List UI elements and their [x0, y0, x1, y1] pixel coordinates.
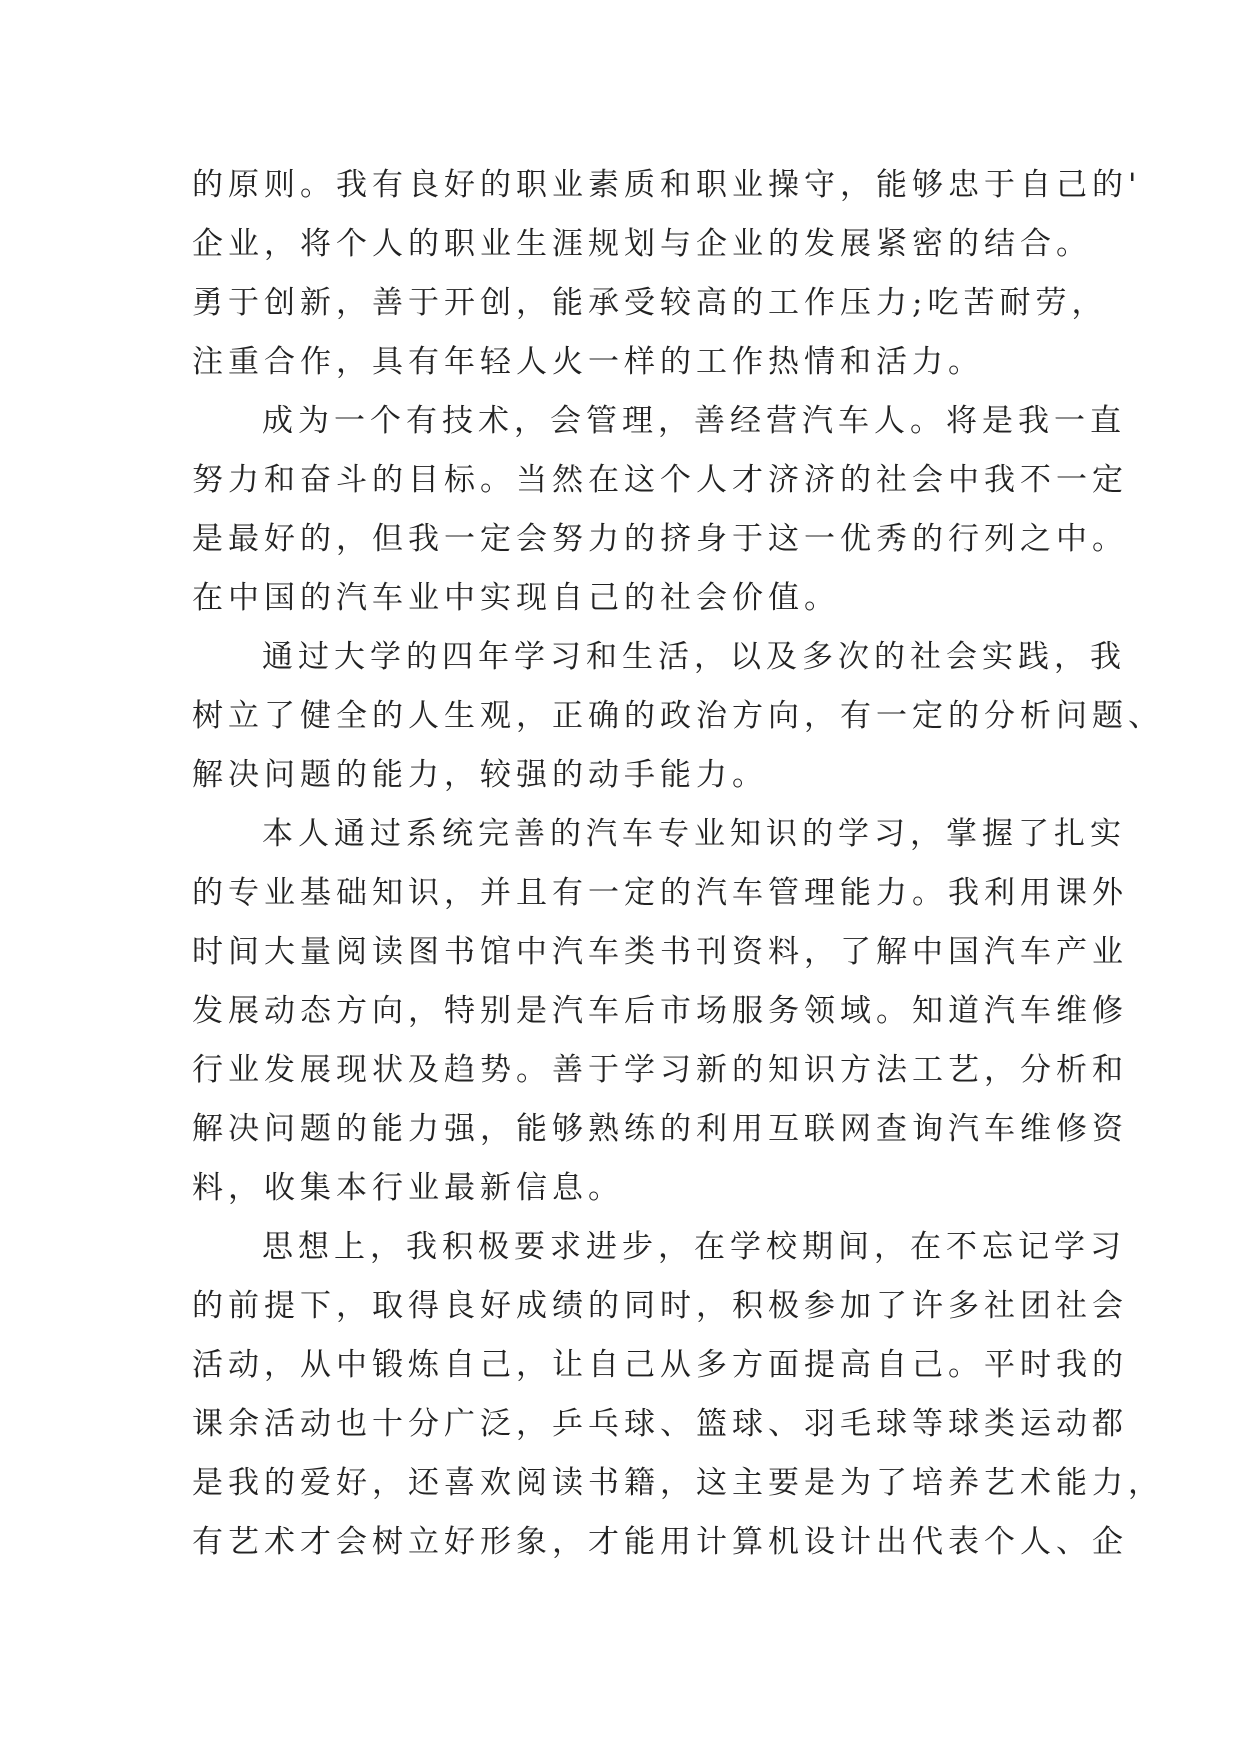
text-line: 努力和奋斗的目标。当然在这个人才济济的社会中我不一定: [192, 462, 1128, 498]
text-line: 课余活动也十分广泛，乒乓球、篮球、羽毛球等球类运动都: [192, 1406, 1128, 1442]
text-line: 料，收集本行业最新信息。: [192, 1170, 624, 1206]
text-line: 注重合作，具有年轻人火一样的工作热情和活力。: [192, 344, 984, 380]
text-line: 是我的爱好，还喜欢阅读书籍，这主要是为了培养艺术能力，: [192, 1465, 1164, 1501]
text-line: 是最好的，但我一定会努力的挤身于这一优秀的行列之中。: [192, 521, 1128, 557]
text-line: 有艺术才会树立好形象，才能用计算机设计出代表个人、企: [192, 1524, 1128, 1560]
text-line: 的前提下，取得良好成绩的同时，积极参加了许多社团社会: [192, 1288, 1128, 1324]
paragraph-first-line: 思想上，我积极要求进步，在学校期间，在不忘记学习: [262, 1229, 1126, 1265]
paragraph-first-line: 成为一个有技术，会管理，善经营汽车人。将是我一直: [262, 403, 1126, 439]
text-line: 时间大量阅读图书馆中汽车类书刊资料，了解中国汽车产业: [192, 934, 1128, 970]
text-line: 行业发展现状及趋势。善于学习新的知识方法工艺，分析和: [192, 1052, 1128, 1088]
text-line: 企业，将个人的职业生涯规划与企业的发展紧密的结合。: [192, 226, 1092, 262]
text-line: 解决问题的能力强，能够熟练的利用互联网查询汽车维修资: [192, 1111, 1128, 1147]
paragraph-first-line: 通过大学的四年学习和生活，以及多次的社会实践，我: [262, 639, 1126, 675]
document-body: [192, 156, 1164, 1572]
text-line: 解决问题的能力，较强的动手能力。: [192, 757, 768, 793]
text-line: 在中国的汽车业中实现自己的社会价值。: [192, 580, 840, 616]
text-line: 的专业基础知识，并且有一定的汽车管理能力。我利用课外: [192, 875, 1128, 911]
text-line: 活动，从中锻炼自己，让自己从多方面提高自己。平时我的: [192, 1347, 1128, 1383]
text-line: 发展动态方向，特别是汽车后市场服务领域。知道汽车维修: [192, 993, 1128, 1029]
text-line: 的原则。我有良好的职业素质和职业操守，能够忠于自己的': [192, 167, 1142, 203]
text-line: 树立了健全的人生观，正确的政治方向，有一定的分析问题、: [192, 698, 1164, 734]
text-line: 勇于创新，善于开创，能承受较高的工作压力;吃苦耐劳，: [192, 285, 1108, 321]
paragraph-first-line: 本人通过系统完善的汽车专业知识的学习，掌握了扎实: [262, 816, 1126, 852]
